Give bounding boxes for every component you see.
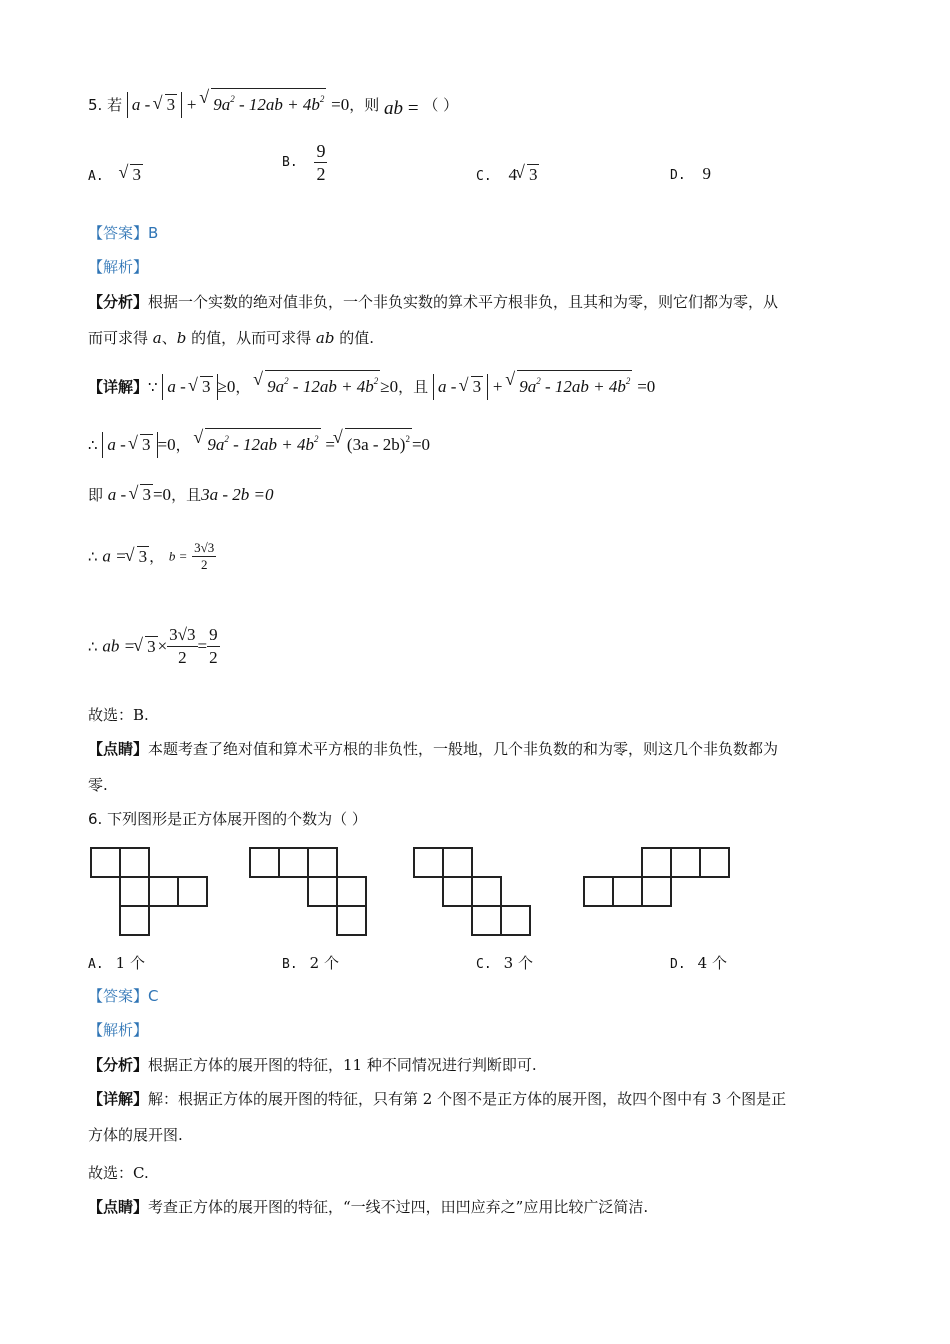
q5-option-a[interactable]: A. √ 3	[88, 164, 143, 185]
q6-fenxi: 【分析】根据正方体的展开图的特征，11 种不同情况进行判断即可.	[88, 1056, 537, 1074]
q5-abs-expr: a - √ 3	[127, 92, 182, 118]
net-figure-1	[90, 847, 210, 939]
q5-prefix: 若	[107, 96, 123, 114]
q6-option-d[interactable]: D. 4 个	[670, 954, 727, 972]
q5-answer: 【答案】B	[88, 224, 159, 242]
plus-sign: +	[186, 95, 197, 114]
q5-option-c[interactable]: C. 4√ 3	[476, 164, 539, 185]
q5-mid: ，则	[349, 96, 380, 114]
q5-product-line: ∴ ab =√ 3 × $\frac{3√3}{2}$ = $\frac{9}{2}$	[88, 624, 220, 676]
q6-xiangjie-line1: 【详解】解：根据正方体的展开图的特征，只有第 2 个图不是正方体的展开图，故四个图中有 3 个图是正	[88, 1090, 787, 1108]
q5-eq-sign: =	[407, 98, 419, 119]
q6-xiangjie-line2: 方体的展开图.	[88, 1126, 183, 1144]
q5-stem	[88, 88, 458, 120]
q5-option-b[interactable]: B. $\frac{9}{2}$	[282, 141, 326, 184]
q6-dianjing: 【点睛】考查正方体的展开图的特征，“一线不过四，田凹应弃之”应用比较广泛简洁.	[88, 1198, 649, 1216]
q5-sqrt-expr: √ $9a^2 - 12ab + 4b^2$	[201, 88, 326, 116]
eq-zero: =0	[331, 95, 350, 114]
q5-choice: 故选：B.	[88, 706, 149, 724]
q5-dianjing-line2: 零.	[88, 776, 108, 794]
q6-analysis-tag: 【解析】	[88, 1021, 149, 1039]
q5-option-d[interactable]: D. 9	[670, 164, 711, 183]
q5-fenxi-line1: 【分析】根据一个实数的绝对值非负，一个非负实数的算术平方根非负，且其和为零，则它们都为零，从	[88, 293, 779, 311]
net-figure-3	[413, 847, 533, 939]
q5-fenxi-line2: 而可求得 a、b 的值，从而可求得 ab 的值.	[88, 329, 374, 347]
q5-ji-line: 即 a - √ 3 =0，且3a - 2b =0	[88, 484, 273, 506]
q6-stem: 6. 下列图形是正方体展开图的个数为（ ）	[88, 810, 367, 828]
q6-answer: 【答案】C	[88, 987, 159, 1005]
q5-xiangjie-line1: 【详解】∵ a - √ 3 ≥0， √ $9a^2 - 12ab + 4b^2 \ge 0$，且 a - √ 3 + √ $9a^2 - 12ab + 4b^2 =0$	[88, 370, 655, 400]
q5-therefore-line1: ∴ a - √ 3 =0， √ $9a^2 - 12ab + 4b^2$ =√ (3a - 2b)$^2$ =0	[88, 428, 430, 458]
q5-ab: ab	[384, 98, 404, 119]
q5-analysis-tag: 【解析】	[88, 258, 149, 276]
net-figure-4	[583, 847, 733, 911]
q6-option-b[interactable]: B. 2 个	[282, 954, 339, 972]
q5-solutions-line: ∴ a =√ 3 ， b = $\frac{3√3}{2}$	[88, 540, 216, 584]
q6-option-a[interactable]: A. 1 个	[88, 954, 145, 972]
q5-number: 5.	[88, 96, 103, 114]
q6-choice: 故选：C.	[88, 1164, 149, 1182]
q5-dianjing-line1: 【点睛】本题考查了绝对值和算术平方根的非负性，一般地，几个非负数的和为零，则这几个非负数都为	[88, 740, 779, 758]
q6-option-c[interactable]: C. 3 个	[476, 954, 533, 972]
net-figure-2	[249, 847, 369, 939]
q5-paren: （ ）	[423, 96, 459, 114]
